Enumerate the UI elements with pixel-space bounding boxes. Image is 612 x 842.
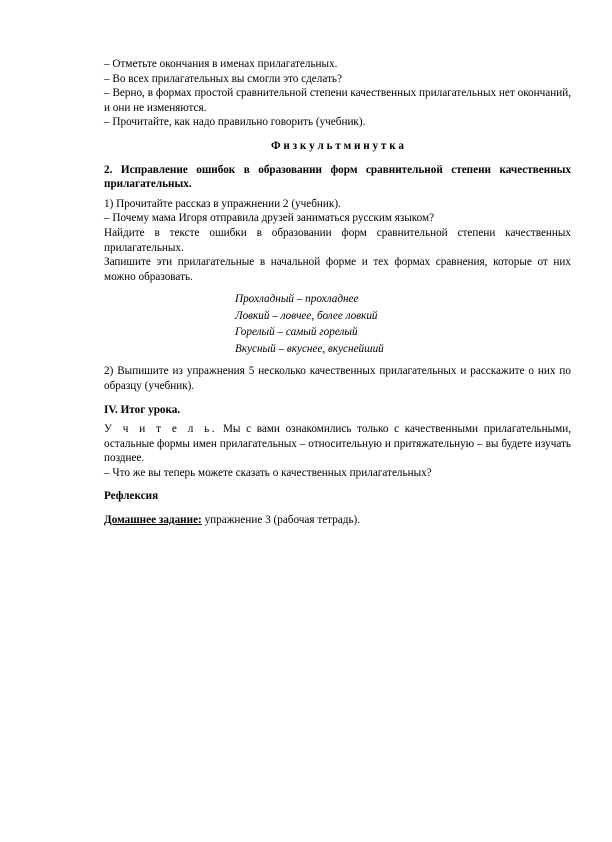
- question-line: – Почему мама Игоря отправила друзей заниматься русским языком?: [104, 212, 435, 225]
- example-item: Ловкий – ловчее, более ловкий: [235, 309, 378, 322]
- examples-list: [104, 291, 571, 357]
- section-4-heading: IV. Итог урока.: [104, 403, 181, 416]
- example-item: Вкусный – вкуснее, вкуснейший: [235, 342, 384, 355]
- question-line: – Во всех прилагательных вы смогли это сделать?: [104, 72, 342, 85]
- task-line: Запишите эти прилагательные в начальной форме и тех формах сравнения, которые от них можно образовать.: [104, 256, 571, 283]
- teacher-paragraph: [104, 422, 571, 466]
- task-line: 1) Прочитайте рассказ в упражнении 2 (учебник).: [104, 197, 341, 210]
- fizkultminutka-heading: Ф и з к у л ь т м и н у т к а: [270, 139, 405, 152]
- reflection-heading: Рефлексия: [104, 490, 159, 503]
- teacher-label: У ч и т е л ь.: [104, 423, 218, 436]
- page-content: [104, 57, 571, 528]
- task-line: Найдите в тексте ошибки в образовании форм сравнительной степени качественных прилагательных.: [104, 226, 571, 254]
- question-line: – Что же вы теперь можете сказать о качественных прилагательных?: [104, 466, 432, 479]
- homework-label: Домашнее задание:: [104, 514, 202, 527]
- homework-line: [104, 513, 571, 528]
- example-item: Прохладный – прохладнее: [235, 293, 359, 306]
- task-line: 2) Выпишите из упражнения 5 несколько качественных прилагательных и расскажите о них по образцу (учебник).: [104, 365, 571, 392]
- instruction-line: – Отметьте окончания в именах прилагательных.: [104, 58, 338, 70]
- instruction-line: – Прочитайте, как надо правильно говорить (учебник).: [104, 116, 366, 129]
- example-item: Горелый – самый горелый: [235, 326, 358, 339]
- answer-line: – Верно, в формах простой сравнительной степени качественных прилагательных нет окончаний, и они не изменяются.: [104, 87, 571, 114]
- section-2-heading: 2. Исправление ошибок в образовании форм сравнительной степени качественных прилагательных.: [104, 163, 571, 191]
- teacher-text: Мы с вами ознакомились только с качественными прилагательными, остальные формы имен прилагательных – относительную и притяжательную – вы будете изучать позднее.: [104, 423, 571, 465]
- homework-text: упражнение 3 (рабочая тетрадь).: [201, 514, 361, 527]
